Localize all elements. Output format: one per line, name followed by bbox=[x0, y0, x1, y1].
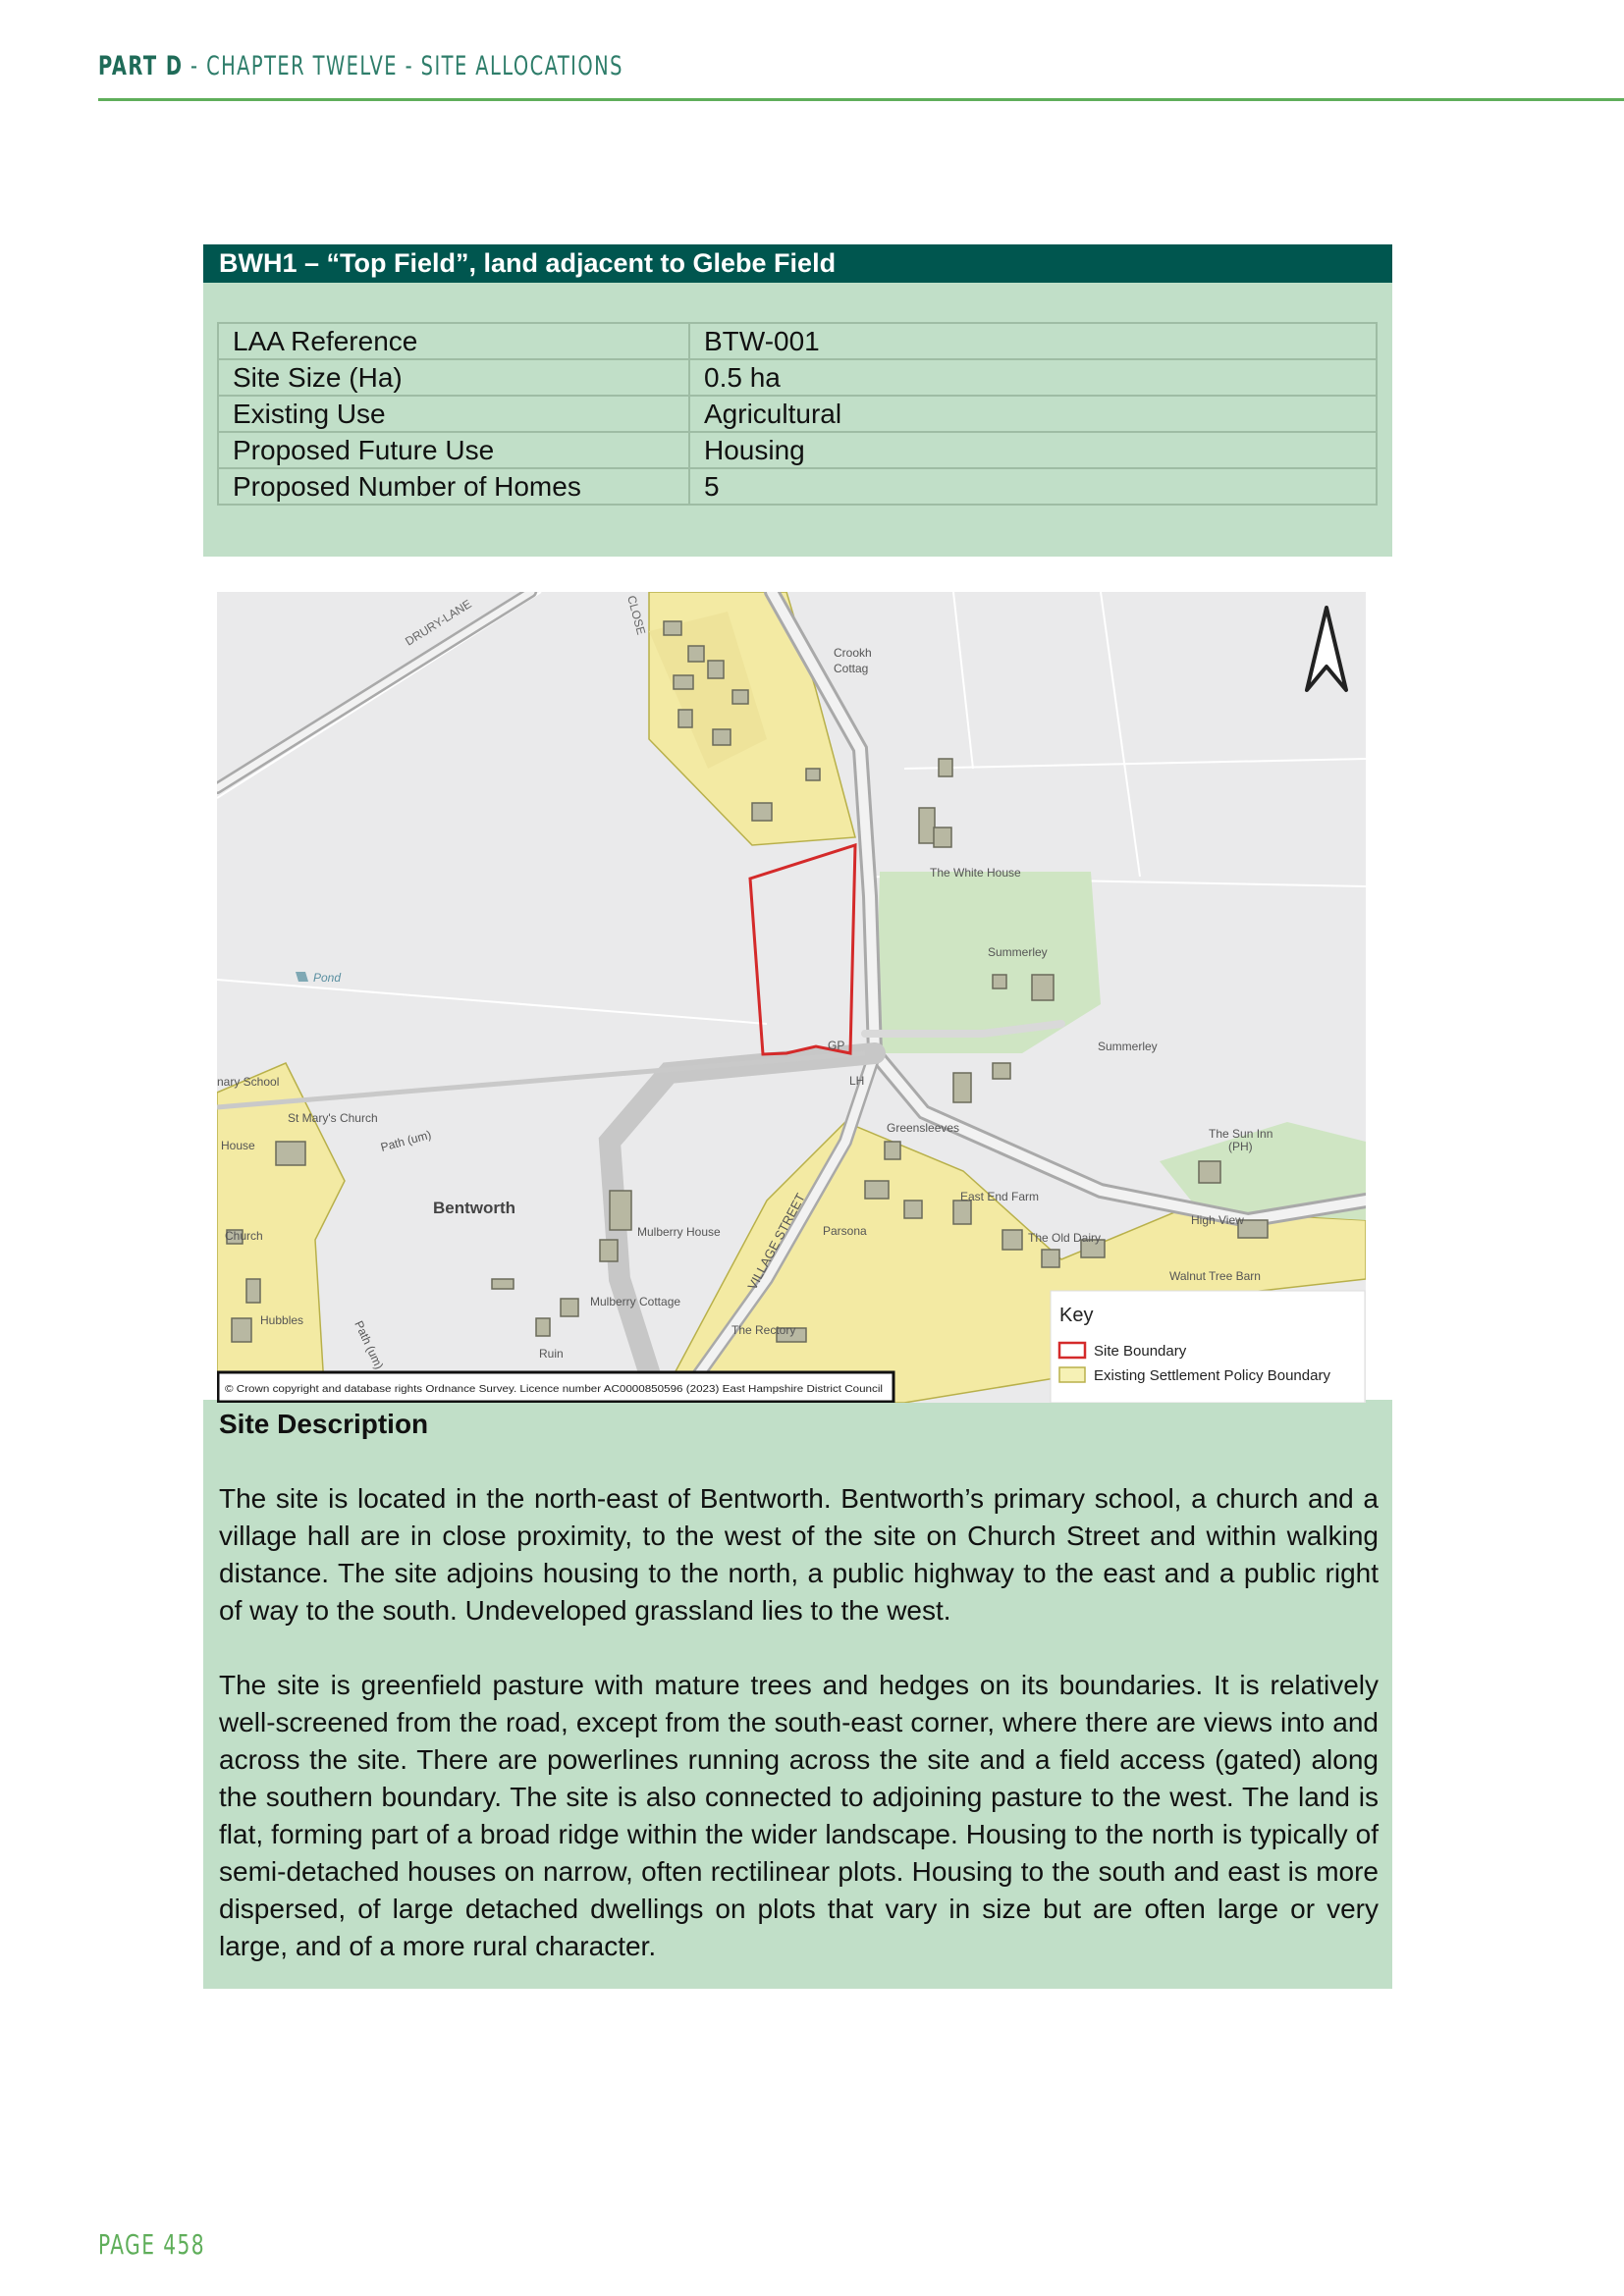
map-label-white-house: The White House bbox=[930, 866, 1021, 880]
map-key-title: Key bbox=[1059, 1305, 1094, 1326]
table-row bbox=[218, 323, 1377, 359]
site-boundary-swatch bbox=[1059, 1343, 1085, 1358]
map-label-ruin: Ruin bbox=[539, 1347, 564, 1361]
description-heading: Site Description bbox=[219, 1409, 429, 1439]
map-label-house: House bbox=[221, 1139, 255, 1152]
map-label-path-1: Path (um) bbox=[379, 1127, 433, 1154]
map-copyright bbox=[218, 1372, 893, 1402]
map-label-village-street: VILLAGE STREET bbox=[744, 1191, 808, 1293]
map-label-old-dairy: The Old Dairy bbox=[1028, 1231, 1102, 1245]
map-key bbox=[1051, 1291, 1365, 1403]
fact-label: Proposed Number of Homes bbox=[218, 468, 689, 505]
table-row bbox=[218, 432, 1377, 468]
map-label-cottag: Cottag bbox=[834, 662, 869, 675]
map-label-ph: (PH) bbox=[1228, 1140, 1253, 1153]
map-label-greensleeves: Greensleeves bbox=[887, 1121, 960, 1135]
map-key-site-boundary: Site Boundary bbox=[1094, 1343, 1187, 1360]
map-key-settlement-boundary: Existing Settlement Policy Boundary bbox=[1094, 1367, 1330, 1384]
site-allocation-card bbox=[203, 244, 1392, 1989]
table-row bbox=[218, 396, 1377, 432]
map-label-lh: LH bbox=[849, 1074, 865, 1088]
map-label-mulberry-cottage: Mulberry Cottage bbox=[590, 1295, 681, 1308]
chapter-label: - CHAPTER TWELVE - SITE ALLOCATIONS bbox=[183, 51, 623, 81]
map-label-summerley: Summerley bbox=[1098, 1040, 1158, 1053]
map-label-mulberry-house: Mulberry House bbox=[637, 1225, 721, 1239]
table-row bbox=[218, 468, 1377, 505]
map-label-high-view: High View bbox=[1191, 1213, 1244, 1227]
map-label-path-2: Path (um) bbox=[352, 1318, 387, 1372]
map-label-walnut-tree: Walnut Tree Barn bbox=[1169, 1269, 1261, 1283]
page-number: PAGE 458 bbox=[98, 2228, 206, 2261]
part-label: PART D bbox=[98, 51, 184, 81]
map-label-hubbles: Hubbles bbox=[260, 1313, 304, 1327]
map-label-summerley-small: Summerley bbox=[988, 945, 1048, 959]
map-label-rectory: The Rectory bbox=[731, 1323, 796, 1337]
fact-value: Agricultural bbox=[689, 396, 1377, 432]
header-rule bbox=[98, 98, 1624, 101]
description-paragraph-1: The site is located in the north-east of Bentworth. Bentworth’s primary school, a church and a village hall are in close proximity, to the west of the site on Church Street and within walking distance. The site adjoins housing to the north, a public highway to the east and a public right of way to the south. Undeveloped grassland lies to the west. bbox=[219, 1483, 1379, 1626]
map-label-pond: Pond bbox=[313, 971, 342, 985]
map-label-sun-inn: The Sun Inn bbox=[1209, 1127, 1273, 1141]
fact-label: Proposed Future Use bbox=[218, 432, 689, 468]
table-row bbox=[218, 359, 1377, 396]
fact-label: Site Size (Ha) bbox=[218, 359, 689, 396]
svg-text:© Crown copyright and database: © Crown copyright and database rights Ordnance Survey. Licence number AC0000850596 (2023) East Hampshire District Council bbox=[225, 1384, 883, 1395]
map-label-st-marys: St Mary's Church bbox=[288, 1111, 378, 1125]
map-label-drury-lane: DRURY-LANE bbox=[403, 597, 474, 649]
map-label-nary-school: nary School bbox=[217, 1075, 280, 1089]
running-header bbox=[98, 51, 623, 81]
site-title: BWH1 – “Top Field”, land adjacent to Glebe Field bbox=[203, 244, 1392, 283]
map-label-east-end-farm: East End Farm bbox=[960, 1190, 1040, 1203]
map-label-bentworth: Bentworth bbox=[433, 1199, 516, 1217]
site-map-panel bbox=[203, 557, 1392, 1400]
map-label-church: Church bbox=[225, 1229, 263, 1243]
fact-value: BTW-001 bbox=[689, 323, 1377, 359]
settlement-boundary-swatch bbox=[1059, 1367, 1085, 1382]
fact-label: LAA Reference bbox=[218, 323, 689, 359]
site-map bbox=[217, 592, 1366, 1403]
map-label-close: CLOSE bbox=[624, 594, 649, 637]
site-description bbox=[203, 1400, 1392, 1989]
fact-label: Existing Use bbox=[218, 396, 689, 432]
description-paragraph-2: The site is greenfield pasture with mature trees and hedges on its boundaries. It is relatively well-screened from the road, except from the south-east corner, where there are views into and across the site. There are powerlines running across the site and a field access (gated) along the southern boundary. The site is also connected to adjoining pasture to the west. The land is flat, forming part of a broad ridge within the wider landscape. Housing to the north is typically of semi-detached houses on narrow, often rectilinear plots. Housing to the south and east is more dispersed, of large detached dwellings on plots that vary in size but are often large or very large, and of a more rural character. bbox=[219, 1670, 1379, 1961]
fact-value: 0.5 ha bbox=[689, 359, 1377, 396]
map-label-parsonage: Parsona bbox=[823, 1224, 867, 1238]
map-label-gp: GP bbox=[828, 1039, 845, 1052]
fact-value: 5 bbox=[689, 468, 1377, 505]
map-label-crookh: Crookh bbox=[834, 646, 872, 660]
fact-value: Housing bbox=[689, 432, 1377, 468]
site-facts-table bbox=[217, 322, 1378, 506]
